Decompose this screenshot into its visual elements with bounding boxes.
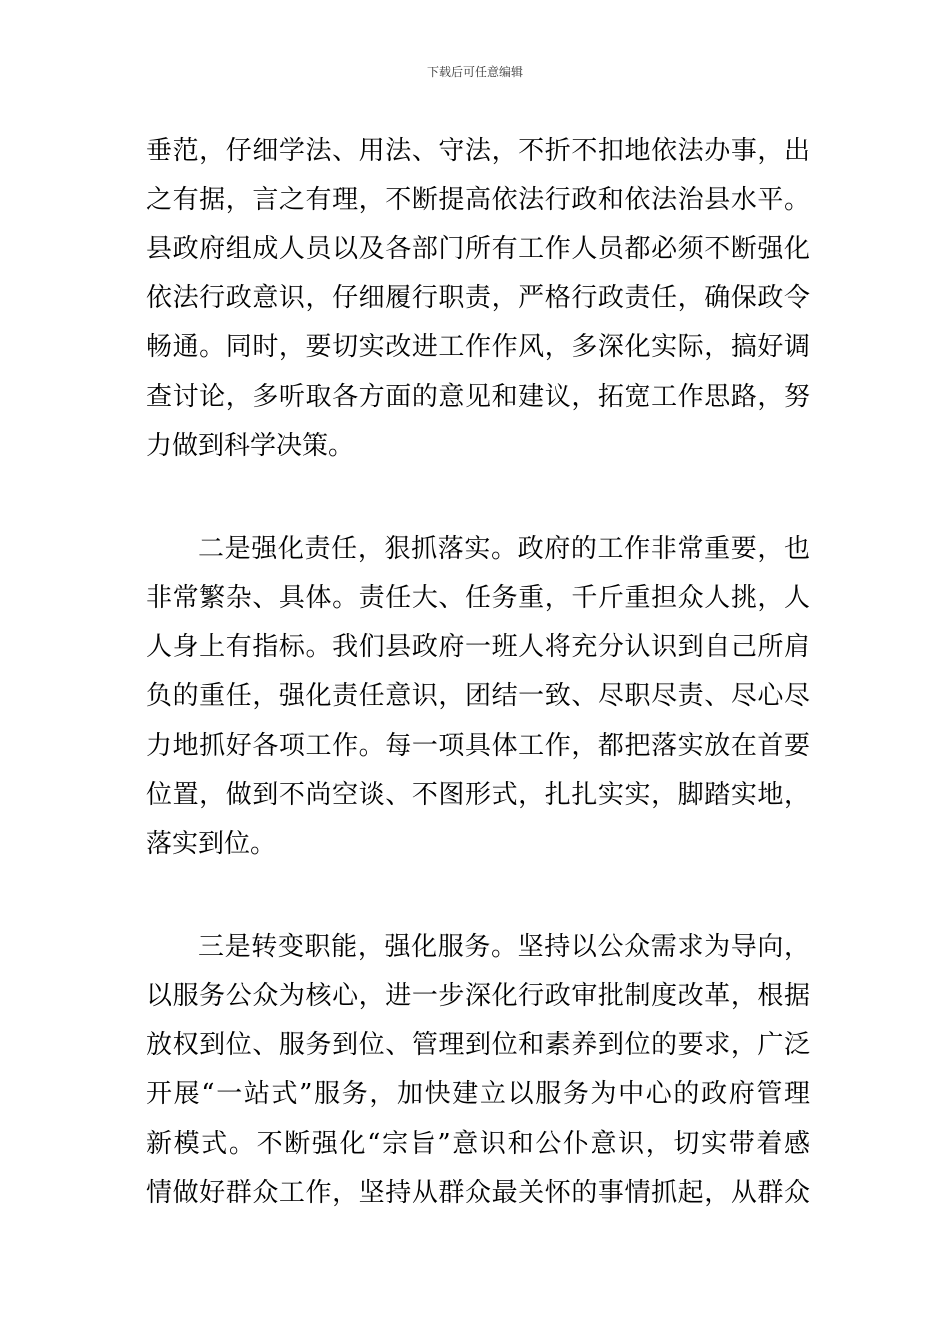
text-line: 力做到科学决策。 [146, 431, 355, 461]
text-line: 二是强化责任，狠抓落实。政府的工作非常重要，也 [198, 534, 810, 564]
text-line: 位置，做到不尚空谈、不图形式，扎扎实实，脚踏实地， [146, 780, 810, 810]
text-line: 依法行政意识，仔细履行职责，严格行政责任，确保政令 [146, 283, 810, 313]
text-line: 县政府组成人员以及各部门所有工作人员都必须不断强化 [146, 234, 810, 264]
text-line: 非常繁杂、具体。责任大、任务重，千斤重担众人挑，人 [146, 583, 810, 613]
text-line: 之有据，言之有理，不断提高依法行政和依法治县水平。 [146, 185, 810, 215]
text-line: 查讨论，多听取各方面的意见和建议，拓宽工作思路，努 [146, 382, 810, 412]
text-line: 负的重任，强化责任意识，团结一致、尽职尽责、尽心尽 [146, 681, 810, 711]
text-line: 垂范，仔细学法、用法、守法，不折不扣地依法办事，出 [146, 136, 810, 166]
text-line: 三是转变职能，强化服务。坚持以公众需求为导向， [198, 932, 810, 962]
text-line: 放权到位、服务到位、管理到位和素养到位的要求，广泛 [146, 1030, 810, 1060]
text-line: 开展“一站式”服务，加快建立以服务为中心的政府管理 [146, 1079, 810, 1109]
header-note: 下载后可任意编辑 [426, 65, 523, 79]
text-line: 力地抓好各项工作。每一项具体工作，都把落实放在首要 [146, 731, 810, 761]
text-line: 人身上有指标。我们县政府一班人将充分认识到自己所肩 [146, 632, 810, 662]
text-line: 落实到位。 [146, 829, 277, 859]
text-line: 畅通。同时，要切实改进工作作风，多深化实际，搞好调 [146, 332, 810, 362]
text-line: 以服务公众为核心，进一步深化行政审批制度改革，根据 [146, 981, 810, 1011]
text-line: 新模式。不断强化“宗旨”意识和公仆意识，切实带着感 [146, 1129, 810, 1159]
text-line: 情做好群众工作，坚持从群众最关怀的事情抓起，从群众 [146, 1178, 810, 1208]
